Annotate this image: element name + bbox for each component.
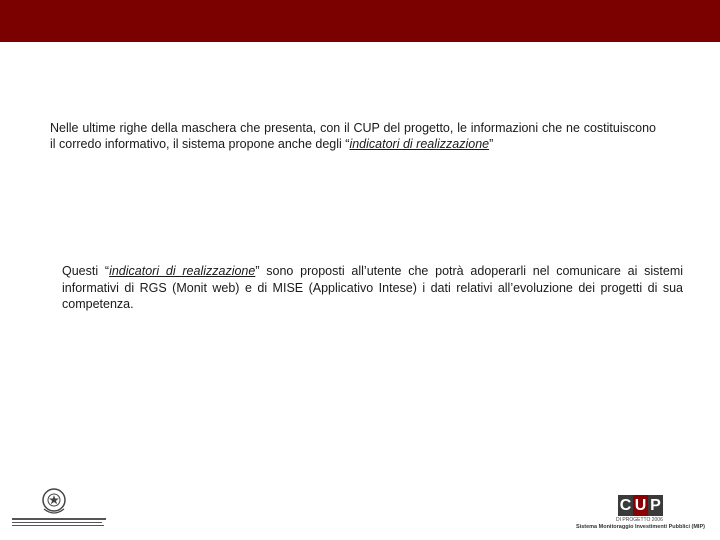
logo-text-line-1: [12, 518, 106, 520]
cup-subtitle: DI PROGETTO 2006: [616, 517, 663, 523]
cup-letter-c: C: [618, 495, 633, 516]
cup-brand: [572, 495, 712, 535]
header-bar: [0, 0, 720, 42]
intro-paragraph: [50, 120, 656, 152]
ministry-logo: [8, 487, 108, 532]
cup-logo: [618, 495, 663, 516]
cup-letter-u: U: [633, 495, 648, 516]
intro-text: Nelle ultime righe della maschera che presenta, con il CUP del progetto, le informazioni che ne costituiscono il corredo informativo, il sistema propone anche degli “: [50, 121, 656, 151]
cup-letter-p: P: [648, 495, 663, 516]
emblem-icon: [41, 487, 67, 515]
detail-text: ” sono proposti all’utente che potrà adoperarli nel comunicare ai sistemi informativi di RGS (Monit web) e di MISE (Applicativo Intese) i dati relativi all’evoluzione dei progetti di sua competenza.: [62, 264, 684, 311]
detail-emphasis: indicatori di realizzazione: [109, 264, 256, 278]
cup-caption: Sistema Monitoraggio Investimenti Pubblici (MIP): [576, 524, 705, 530]
logo-text-line-3: [12, 525, 104, 526]
intro-emphasis: indicatori di realizzazione: [349, 137, 490, 151]
detail-paragraph: [62, 263, 683, 313]
intro-text-end: ”: [489, 137, 494, 151]
logo-text-line-2: [12, 522, 102, 523]
detail-text-start: Questi “: [62, 264, 110, 278]
